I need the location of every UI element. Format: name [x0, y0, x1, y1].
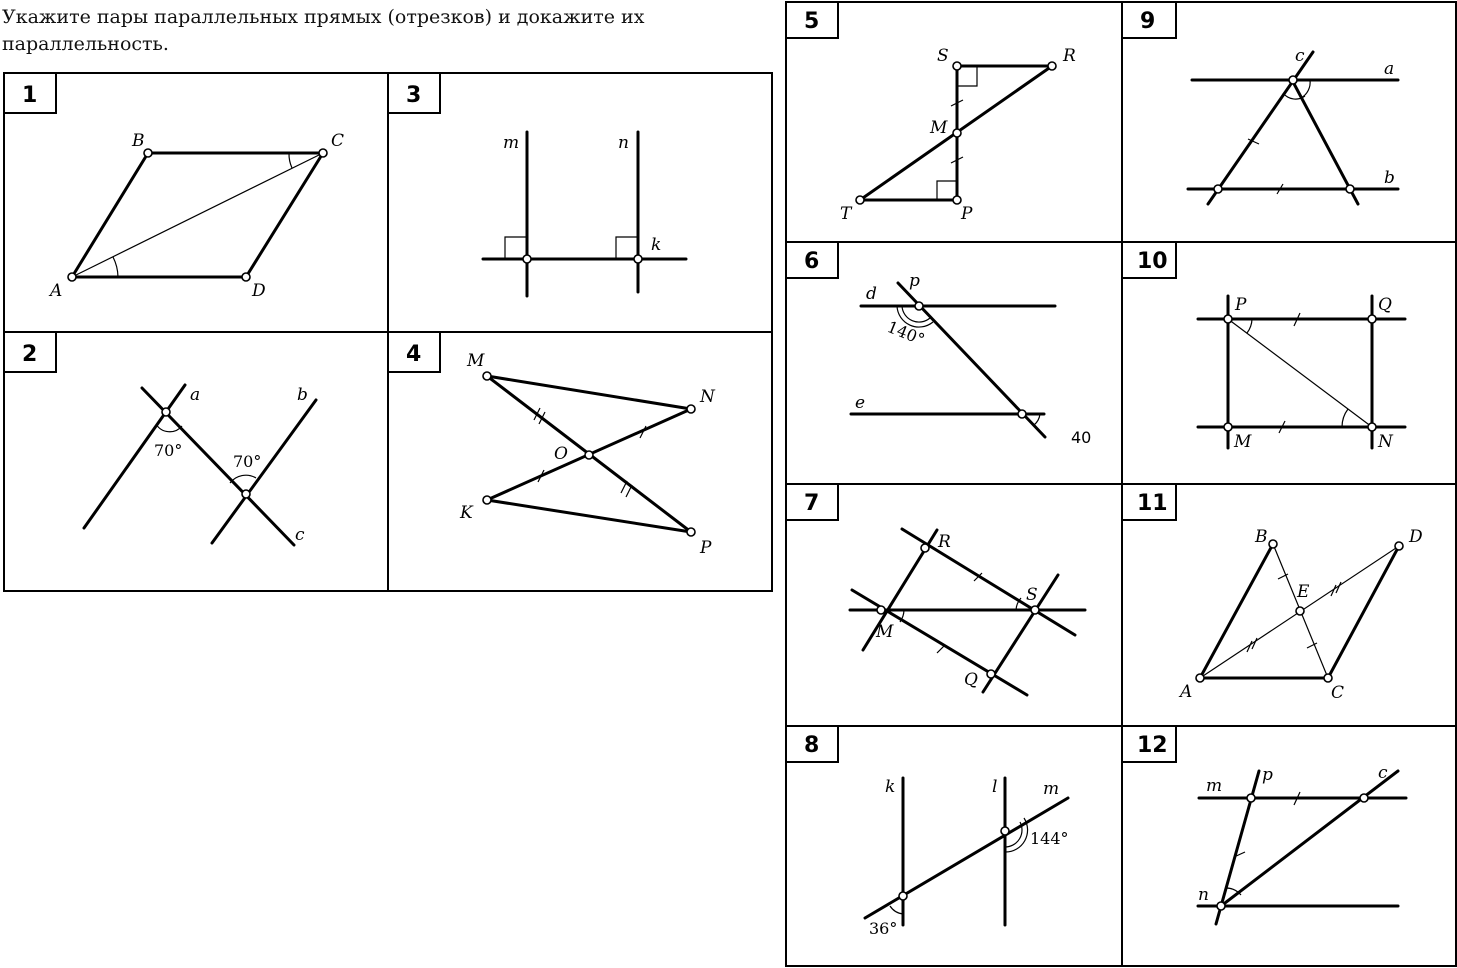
figure-number: 8: [804, 733, 820, 758]
angle-label: 70°: [154, 441, 183, 460]
line-label: k: [885, 777, 896, 797]
point-label: S: [1026, 585, 1038, 605]
point-label: M: [1234, 432, 1252, 452]
figure-number: 11: [1137, 491, 1168, 516]
figure-3: [406, 83, 686, 296]
figure-number: 2: [22, 342, 38, 367]
point-label: Q: [964, 670, 978, 690]
figure-1: [22, 83, 344, 301]
point-label: C: [1331, 683, 1345, 703]
line-label: p: [909, 271, 920, 291]
point-label: E: [1297, 582, 1310, 602]
line-label: m: [1043, 779, 1060, 799]
figure-number: 3: [406, 83, 422, 108]
figure-number: 9: [1140, 9, 1156, 34]
point-label: N: [1378, 432, 1393, 452]
line-label: b: [1384, 168, 1395, 188]
angle-label: 36°: [869, 919, 898, 938]
point-label: M: [467, 351, 485, 371]
point-label: P: [1235, 295, 1247, 315]
line-label: c: [1378, 763, 1388, 783]
line-label: p: [1262, 765, 1273, 785]
point-label: N: [700, 387, 715, 407]
point-label: B: [132, 131, 145, 151]
line-label: k: [651, 235, 662, 255]
line-label: n: [1198, 885, 1209, 905]
line-label: m: [503, 133, 520, 153]
line-label: c: [1295, 46, 1305, 66]
number-boxes: [4, 2, 1176, 762]
figure-number: 10: [1137, 249, 1168, 274]
point-label: D: [1409, 527, 1423, 547]
figure-10: [1137, 249, 1405, 452]
line-label: e: [855, 393, 866, 413]
line-label: a: [1384, 59, 1395, 79]
figure-number: 4: [406, 342, 422, 367]
figure-11: [1137, 491, 1423, 703]
point-label: R: [1063, 46, 1076, 66]
angle-label: 140°: [884, 317, 928, 350]
figure-12: [1137, 733, 1406, 924]
point-label: A: [1180, 682, 1193, 702]
figure-4: [406, 342, 716, 558]
point-label: P: [961, 204, 973, 224]
figure-2: [22, 342, 316, 545]
point-label: A: [50, 281, 63, 301]
point-label: P: [700, 538, 712, 558]
figure-number: 1: [22, 83, 38, 108]
point-label: C: [331, 131, 345, 151]
line-label: d: [866, 284, 877, 304]
line-label: n: [618, 133, 629, 153]
point-label: M: [930, 118, 948, 138]
figure-9: [1140, 9, 1398, 204]
figure-number: 6: [804, 249, 820, 274]
angle-label: 70°: [233, 452, 262, 471]
figure-number: 7: [804, 491, 820, 516]
line-label: l: [992, 777, 998, 797]
figure-8: [804, 733, 1069, 938]
point-label: D: [252, 281, 266, 301]
figure-7: [804, 491, 1085, 695]
task-text: Укажите пары параллельных прямых (отрезков) и докажите их параллельность.: [2, 6, 645, 55]
figure-number: 5: [804, 9, 820, 34]
point-label: O: [554, 444, 568, 464]
point-label: Q: [1378, 295, 1392, 315]
figure-6: [804, 249, 1091, 447]
line-label: b: [297, 385, 308, 405]
point-label: B: [1255, 527, 1268, 547]
line-label: c: [295, 525, 305, 545]
point-label: K: [460, 503, 473, 523]
point-label: T: [840, 204, 852, 224]
figure-number: 12: [1137, 733, 1168, 758]
line-label: m: [1206, 776, 1223, 796]
line-label: a: [190, 385, 201, 405]
point-label: S: [937, 46, 949, 66]
angle-label: 144°: [1030, 829, 1069, 848]
frames: [4, 2, 1456, 966]
stray-number: 40: [1071, 428, 1092, 447]
point-label: R: [938, 532, 951, 552]
figure-5: [804, 9, 1076, 224]
point-label: M: [876, 622, 894, 642]
